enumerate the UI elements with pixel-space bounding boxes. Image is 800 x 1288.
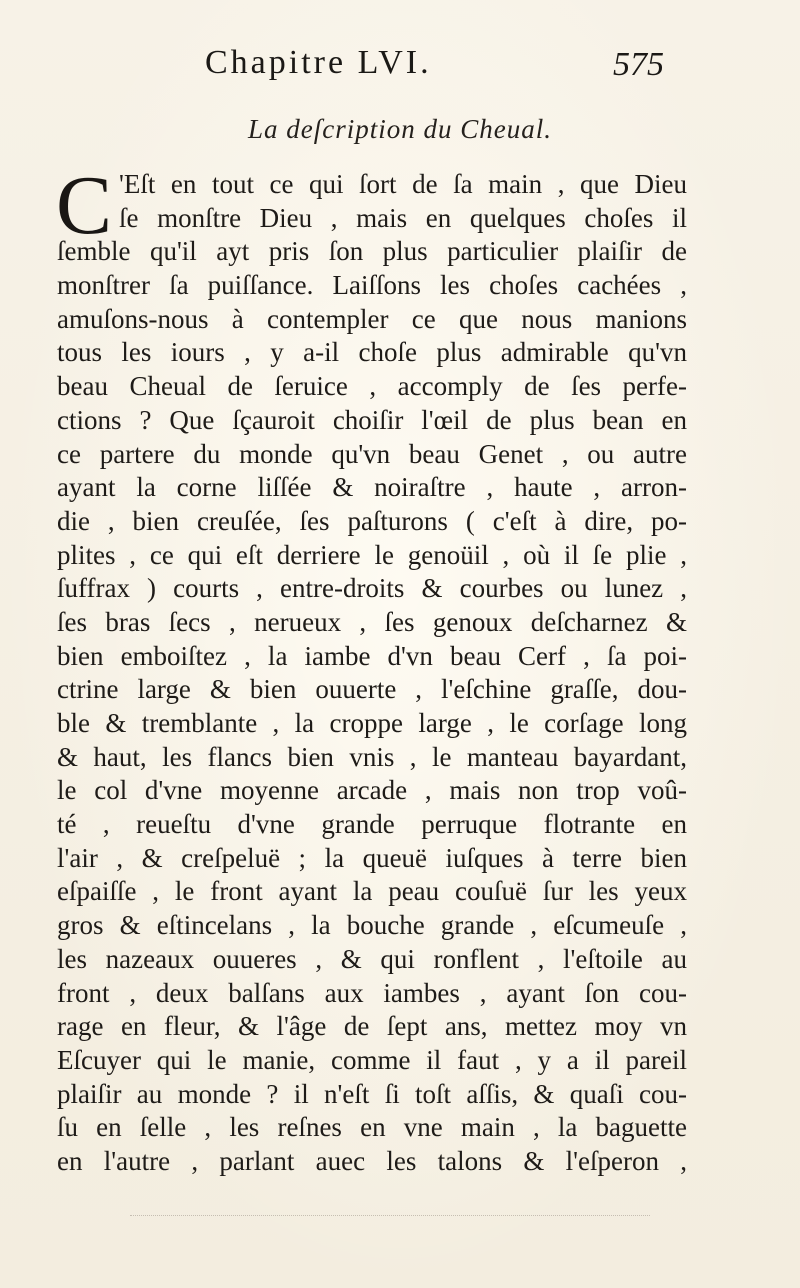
text-line: monſtrer ſa puiſſance. Laiſſons les choſes cachées , <box>57 270 687 301</box>
drop-cap: C <box>56 159 113 252</box>
text-line: le col d'vne moyenne arcade , mais non trop voû- <box>57 775 687 806</box>
page-header <box>0 42 800 92</box>
text-line: gros & eſtincelans , la bouche grande , eſcumeuſe , <box>57 910 687 941</box>
text-line: ayant la corne liſſée & noiraſtre , haute , arron- <box>57 472 687 503</box>
text-line: bien emboiſtez , la iambe d'vn beau Cerf , ſa poi- <box>57 640 687 671</box>
text-line: plaiſir au monde ? il n'eſt ſi toſt aſſis, & quaſi cou- <box>57 1078 687 1109</box>
text-line: ble & tremblante , la croppe large , le corſage long <box>57 708 687 738</box>
text-line: plites , ce qui eſt derriere le genoüil , où il ſe plie , <box>57 539 687 570</box>
text-line: eſpaiſſe , le front ayant la peau couſuë ſur les yeux <box>57 876 687 907</box>
show-through-marks <box>130 1215 650 1226</box>
text-line: & haut, les flancs bien vnis , le manteau bayardant, <box>57 741 687 772</box>
running-head: Chapitre LVI. <box>205 44 432 81</box>
text-line: tous les iours , y a-il choſe plus admirable qu'vn <box>57 337 687 368</box>
text-line: Eſcuyer qui le manie, comme il faut , y a il pareil <box>57 1044 687 1075</box>
text-line: beau Cheual de ſeruice , accomply de ſes perfe- <box>57 371 687 402</box>
text-line: 'Eſt en tout ce qui ſort de ſa main , que Dieu <box>119 169 687 199</box>
text-line: ſe monſtre Dieu , mais en quelques choſes il <box>119 202 687 233</box>
text-line: en l'autre , parlant auec les talons & l'eſperon , <box>57 1145 687 1176</box>
text-line: ſes bras ſecs , nerueux , ſes genoux deſcharnez & <box>57 606 687 637</box>
text-line: l'air , & creſpeluë ; la queuë iuſques à terre bien <box>57 842 687 873</box>
text-line: ce partere du monde qu'vn beau Genet , ou autre <box>57 438 687 469</box>
text-line: ctrine large & bien ouuerte , l'eſchine graſſe, dou- <box>57 674 687 705</box>
text-line: ctions ? Que ſçauroit choiſir l'œil de plus bean en <box>57 404 687 435</box>
page-number: 575 <box>613 46 664 83</box>
text-line: ſuffrax ) courts , entre-droits & courbes ou lunez , <box>57 573 687 604</box>
section-title: La deſcription du Cheual. <box>248 114 552 144</box>
text-line: les nazeaux ouueres , & qui ronflent , l'eſtoile au <box>57 943 687 974</box>
text-line: ſu en ſelle , les reſnes en vne main , la baguette <box>57 1112 687 1143</box>
text-line: rage en fleur, & l'âge de ſept ans, mettez moy vn <box>57 1011 687 1042</box>
text-line: front , deux balſans aux iambes , ayant ſon cou- <box>57 977 687 1008</box>
text-line: ſemble qu'il ayt pris ſon plus particulier plaiſir de <box>57 236 687 267</box>
text-line: die , bien creuſée, ſes paſturons ( c'eſt à dire, po- <box>57 505 687 536</box>
body-text <box>57 168 687 1179</box>
text-line: amuſons-nous à contempler ce que nous manions <box>57 303 687 334</box>
text-line: té , reueſtu d'vne grande perruque flotrante en <box>57 809 687 840</box>
